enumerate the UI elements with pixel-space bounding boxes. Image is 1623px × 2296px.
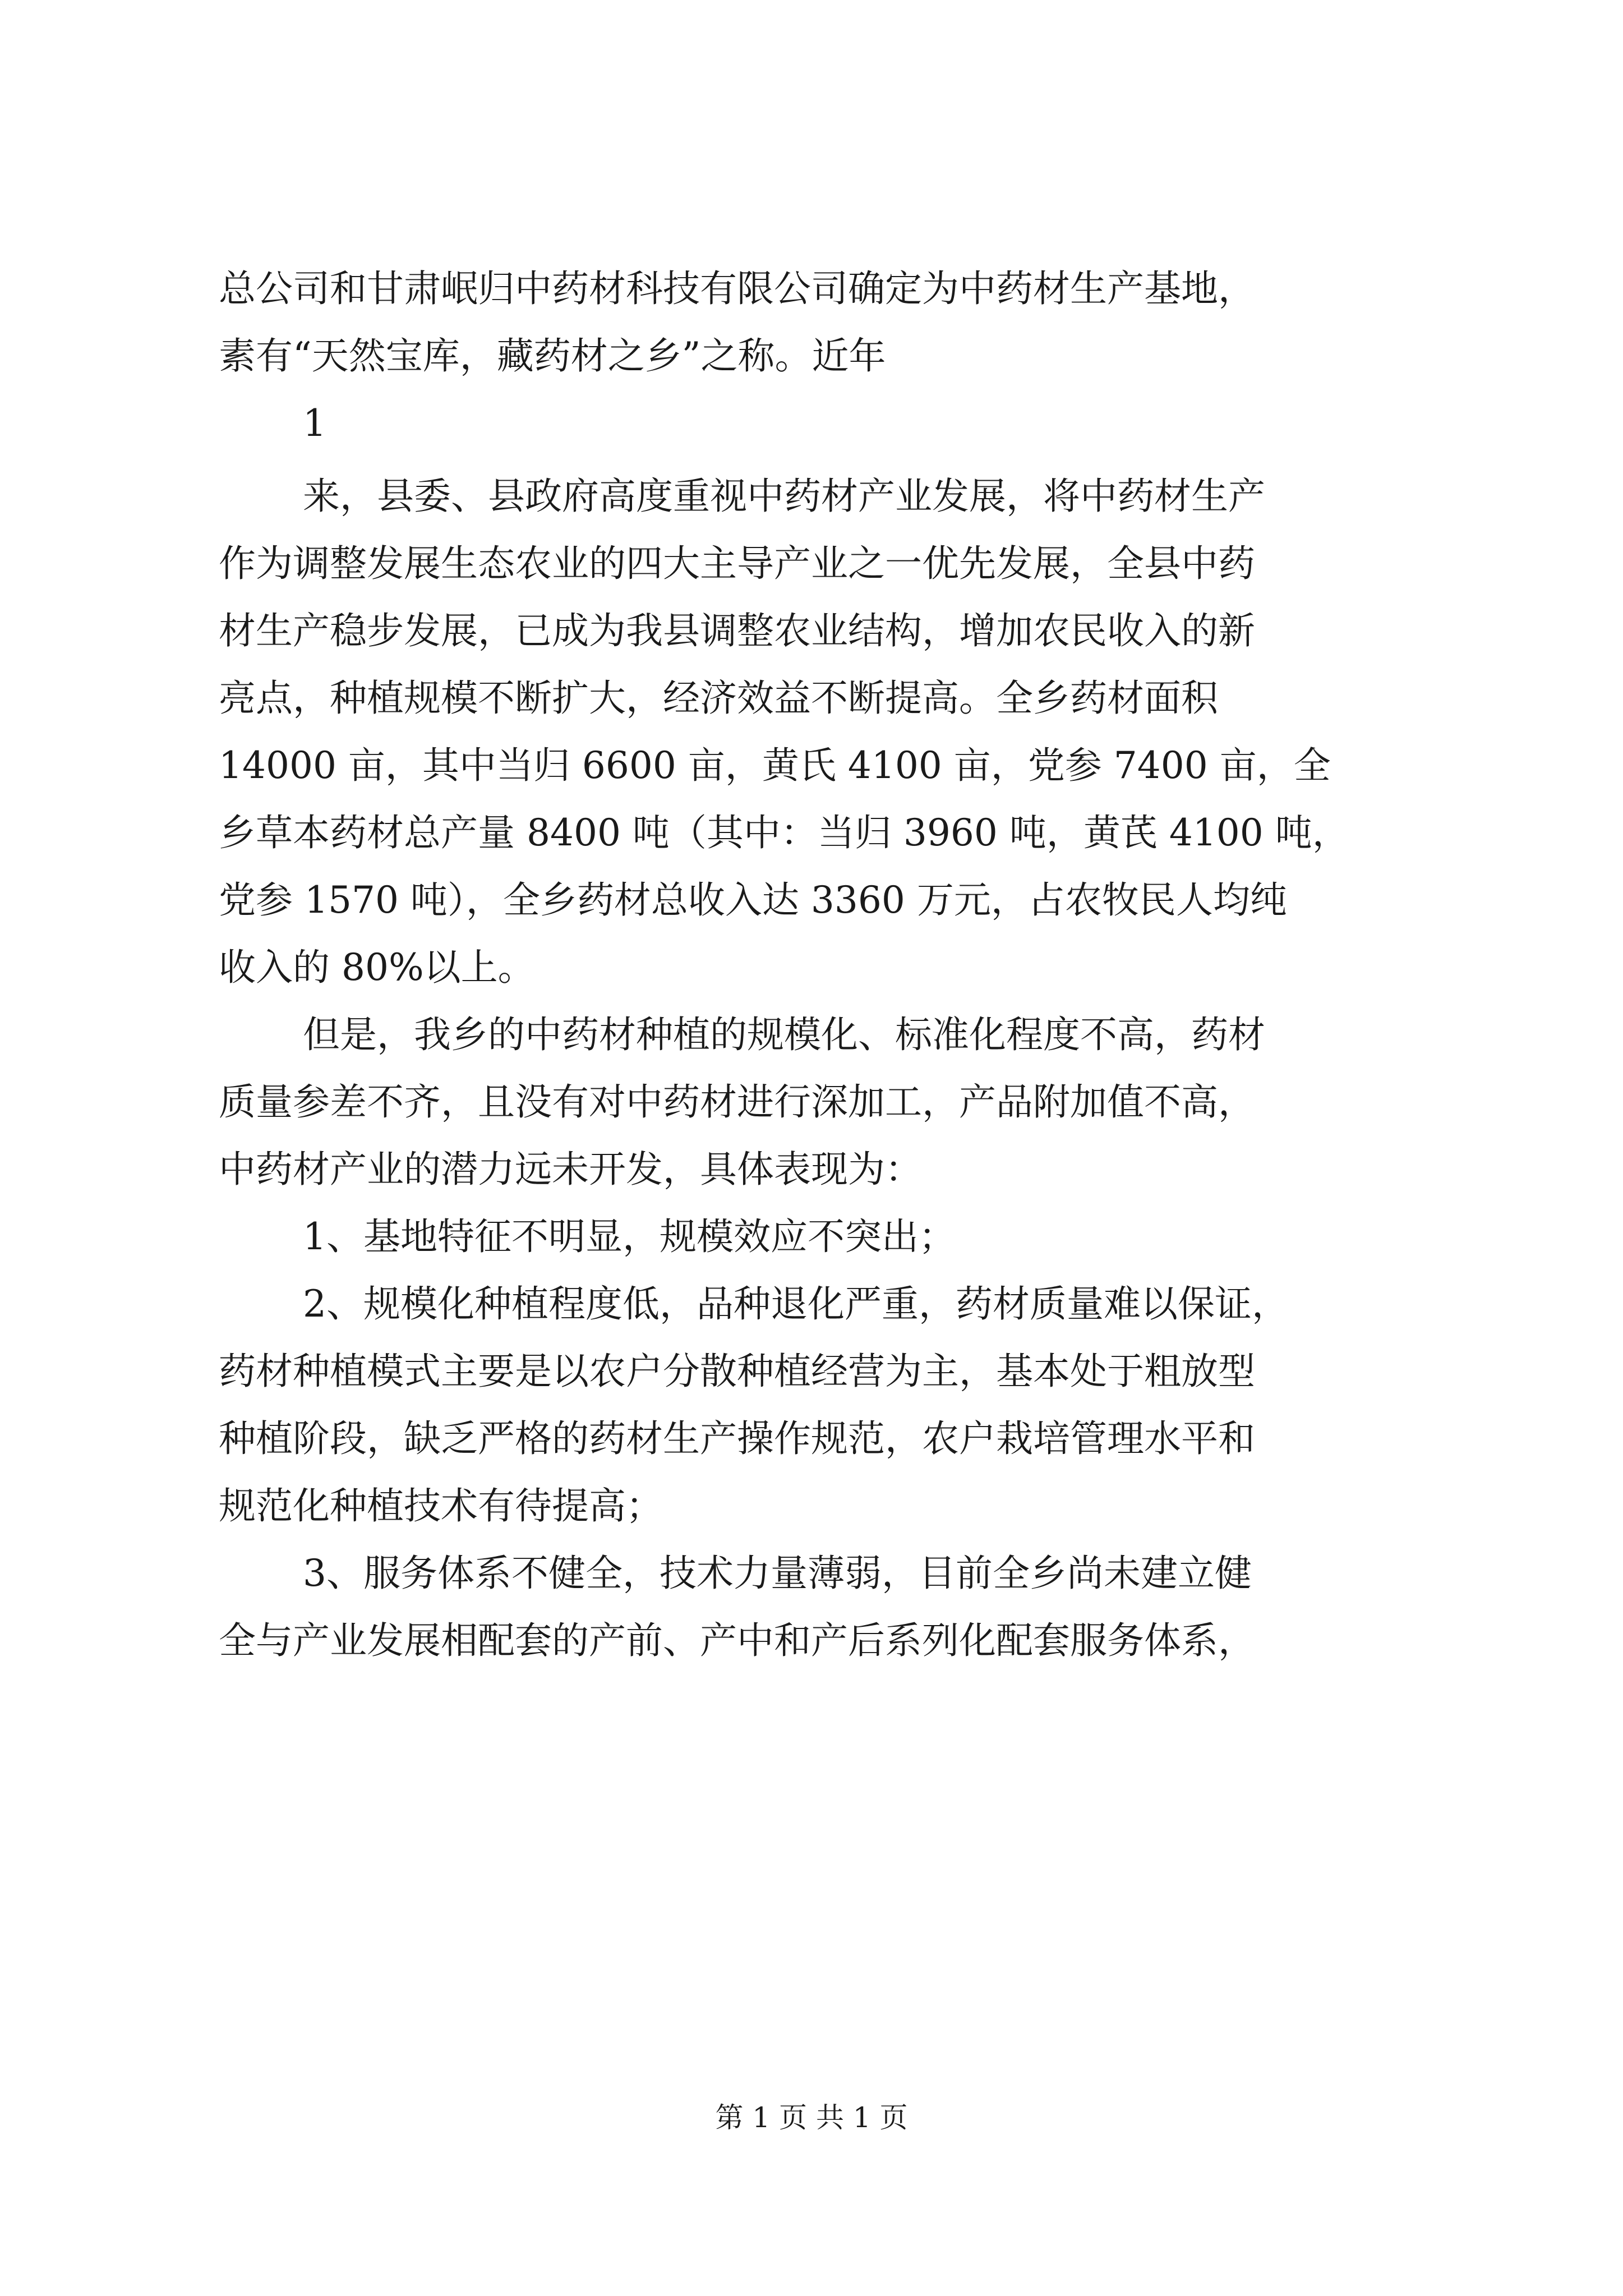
text-line: 亮点，种植规模不断扩大，经济效益不断提高。全乡药材面积 [219,677,1218,720]
text-line: 14000 亩，其中当归 6600 亩，黄氏 4100 亩，党参 7400 亩，全 [219,744,1331,787]
list-item: 3、服务体系不健全，技术力量薄弱，目前全乡尚未建立健 [303,1552,1252,1595]
text-line: 党参 1570 吨），全乡药材总收入达 3360 万元，占农牧民人均纯 [219,878,1287,922]
text-line: 材生产稳步发展，已成为我县调整农业结构，增加农民收入的新 [219,609,1255,652]
text-line: 但是，我乡的中药材种植的规模化、标准化程度不高，药材 [303,1013,1265,1056]
text-line: 素有“天然宝库，藏药材之乡”之称。近年 [219,334,886,378]
page-count-label: 第 1 页 共 1 页 [715,2101,908,2134]
text-line: 总公司和甘肃岷归中药材科技有限公司确定为中药材生产基地， [219,267,1255,310]
text-line: 收入的 80%以上。 [219,946,535,989]
text-line: 药材种植模式主要是以农户分散种植经营为主，基本处于粗放型 [219,1350,1255,1393]
text-line: 质量参差不齐，且没有对中药材进行深加工，产品附加值不高， [219,1080,1255,1124]
text-line: 来，县委、县政府高度重视中药材产业发展，将中药材生产 [303,475,1265,518]
list-item: 1、基地特征不明显，规模效应不突出； [303,1215,956,1258]
list-item: 2、规模化种植程度低，品种退化严重，药材质量难以保证， [303,1282,1289,1326]
page-footer [0,2098,1623,2137]
text-line: 乡草本药材总产量 8400 吨（其中：当归 3960 吨，黄芪 4100 吨， [219,811,1349,854]
text-line: 中药材产业的潜力远未开发，具体表现为： [219,1148,922,1191]
text-line: 全与产业发展相配套的产前、产中和产后系列化配套服务体系， [219,1619,1255,1662]
text-line: 作为调整发展生态农业的四大主导产业之一优先发展，全县中药 [219,542,1255,585]
page-number-marker: 1 [303,402,326,445]
text-line: 规范化种植技术有待提高； [219,1484,663,1527]
text-line: 种植阶段，缺乏严格的药材生产操作规范，农户栽培管理水平和 [219,1417,1255,1460]
